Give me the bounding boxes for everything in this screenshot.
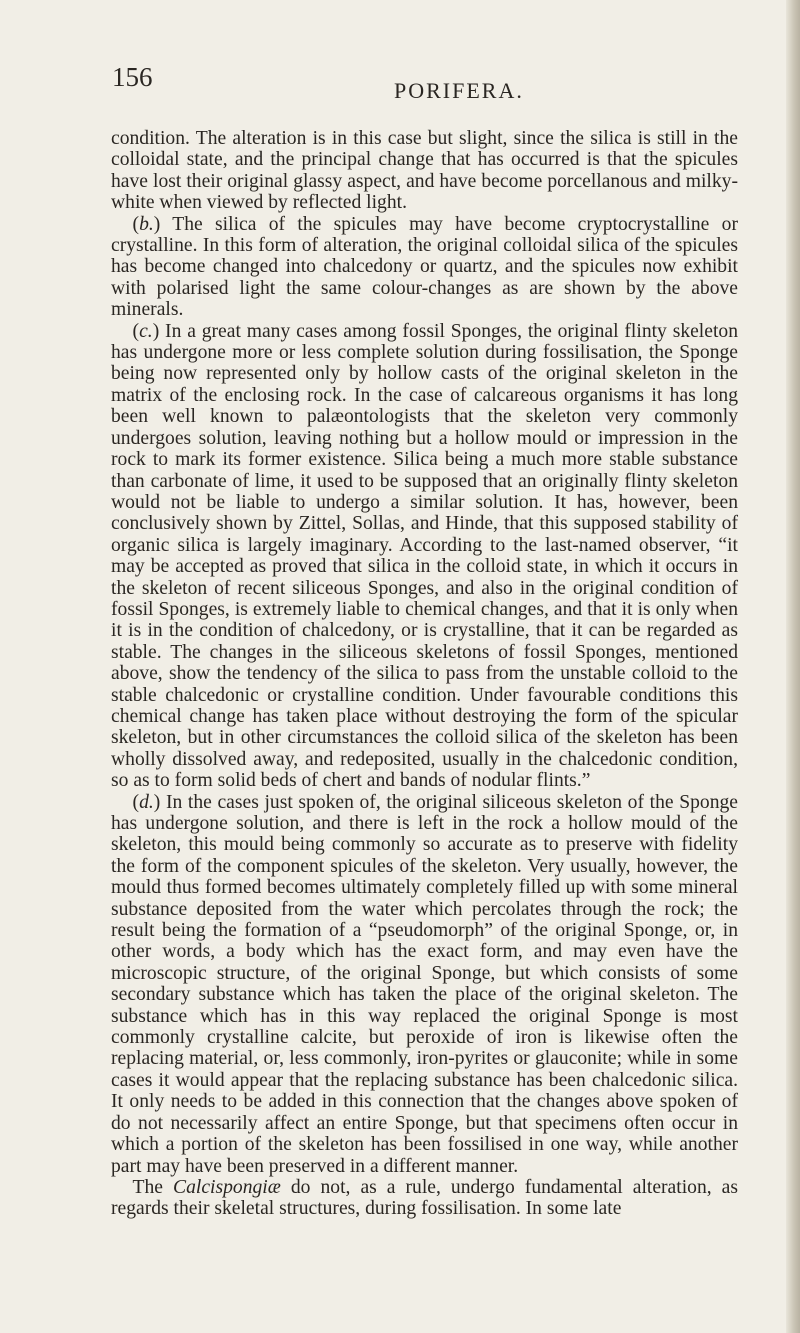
paragraph-open-paren: ( — [132, 791, 140, 813]
paragraph-close-paren: ) — [153, 791, 161, 813]
paragraph-label: c. — [139, 320, 153, 342]
paragraph-label: b. — [139, 213, 154, 235]
paragraph-label: d. — [139, 791, 154, 813]
paragraph-open-paren: ( — [132, 320, 140, 342]
paragraph-continued — [111, 128, 738, 214]
paragraph-calcispongiae — [111, 1177, 738, 1220]
taxon-name: Calcispongiæ — [173, 1176, 281, 1198]
paragraph-c — [111, 321, 738, 792]
paragraph-d — [111, 792, 738, 1177]
body-text — [111, 128, 738, 1220]
paragraph-text: condition. The alteration is in this case but slight, since the silica is still in the colloidal state, and the principal change that has occurred is that the spicules have lost their original glassy aspect, and have become porcellanous and milky-white when viewed by reflected light. — [111, 128, 738, 214]
page-edge — [786, 0, 800, 1333]
paragraph-open-paren: ( — [132, 213, 140, 235]
paragraph-lead: The — [132, 1176, 174, 1198]
page-header — [112, 62, 737, 112]
paragraph-b — [111, 214, 738, 321]
paragraph-text: In a great many cases among fossil Sponges, the original flinty skeleton has undergone more or less complete solution during fossilisation, the Sponge being now represented only by hollow casts of the original skeleton in the matrix of the enclosing rock. In the case of calcareous organisms it has long been well known to palæontologists that the skeleton very commonly undergoes solution, leaving nothing but a hollow mould or impression in the rock to mark its former existence. Silica being a much more stable substance than carbonate of lime, it used to be supposed that an originally flinty skeleton would not be liable to undergo a similar solution. It has, however, been conclusively shown by Zittel, Sollas, and Hinde, that this supposed stability of organic silica is largely imaginary. According to the last-named observer, “it may be accepted as proved that silica in the colloid state, in which it occurs in the skeleton of recent siliceous Sponges, and also in the original condition of fossil Sponges, is extremely liable to chemical changes, and that it is only when it is in the condition of chalcedony, or is crystalline, that it can be regarded as stable. The changes in the siliceous skeletons of fossil Sponges, mentioned above, show the tendency of the silica to pass from the unstable colloid to the stable chalcedonic or crystalline condition. Under favourable conditions this chemical change has taken place without destroying the form of the spicular skeleton, but in other circumstances the colloid silica of the skeleton has been wholly dissolved away, and redeposited, usually in the chalcedonic condition, so as to form solid beds of chert and bands of nodular flints.” — [111, 320, 738, 792]
paragraph-text: The silica of the spicules may have become cryptocrystalline or crystalline. In this form of alteration, the original colloidal silica of the spicules has become changed into chalcedony or quartz, and the spicules now exhibit with polarised light the same colour-changes as are shown by the above minerals. — [111, 213, 738, 321]
running-head: PORIFERA. — [394, 78, 524, 103]
page-number: 156 — [112, 62, 153, 92]
paragraph-close-paren: ) — [152, 320, 160, 342]
paragraph-close-paren: ) — [153, 213, 161, 235]
paragraph-text: do not, as a rule, undergo fundamental alteration, as regards their skeletal structures, during fossilisation. In some late — [111, 1176, 738, 1220]
paragraph-text: In the cases just spoken of, the original siliceous skeleton of the Sponge has undergone solution, and there is left in the rock a hollow mould of the skeleton, this mould being commonly so accurate as to preserve with fidelity the form of the component spicules of the skeleton. Very usually, however, the mould thus formed becomes ultimately completely filled up with some mineral substance deposited from the water which percolates through the rock; the result being the formation of a “pseudomorph” of the original Sponge, or, in other words, a body which has the exact form, and may even have the microscopic structure, of the original Sponge, but which consists of some secondary substance which has taken the place of the original skeleton. The substance which has in this way replaced the original Sponge is most commonly crystalline calcite, but peroxide of iron is likewise often the replacing material, or, less commonly, iron-pyrites or glauconite; while in some cases it would appear that the replacing substance has been chalcedonic silica. It only needs to be added in this connection that the changes above spoken of do not necessarily affect an entire Sponge, but that specimens often occur in which a portion of the skeleton has been fossilised in one way, while another part may have been preserved in a different manner. — [111, 791, 738, 1177]
